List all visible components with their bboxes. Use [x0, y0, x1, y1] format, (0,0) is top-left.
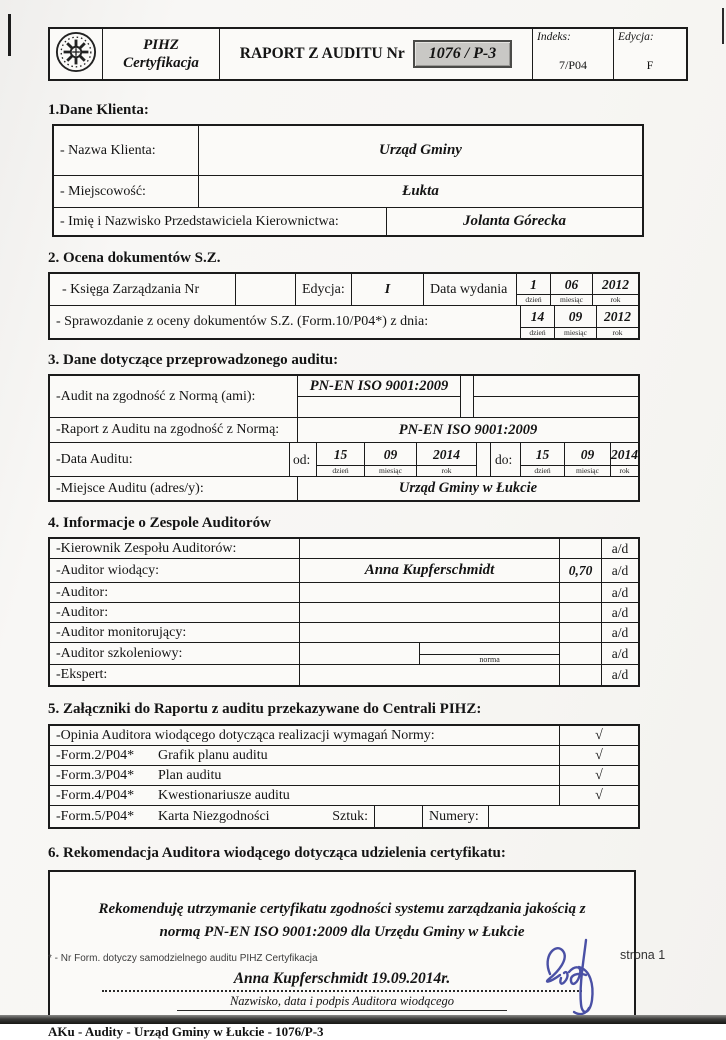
pihz-logo — [50, 29, 103, 79]
audit-place-label: -Miejsce Auditu (adres/y): — [50, 477, 298, 500]
norma-line — [420, 643, 559, 655]
table-row — [50, 726, 638, 746]
sztuk-label: Sztuk: — [320, 806, 375, 827]
date-month-cell — [555, 306, 597, 338]
table-row — [54, 176, 642, 208]
date-range-gap — [477, 443, 491, 476]
table-row — [50, 306, 638, 338]
city-label: - Miejscowość: — [54, 176, 199, 207]
lead-auditor-days: 0,70 — [560, 559, 602, 582]
report-norm-value: PN-EN ISO 9001:2009 — [398, 421, 538, 438]
team-leader-days — [560, 539, 602, 558]
table-row — [50, 766, 638, 786]
date-from-prefix: od: — [290, 443, 317, 476]
date-day-label: dzień — [529, 328, 546, 337]
section1-title: 1.Dane Klienta: — [48, 102, 149, 118]
section5-title: 5. Załączniki do Raportu z auditu przekazywane do Centrali PIHZ: — [48, 701, 482, 717]
date-year-cell — [417, 443, 476, 476]
ad-unit: a/d — [611, 540, 629, 556]
date-year-label: rok — [441, 466, 452, 475]
section3-table — [48, 374, 640, 502]
representative-value: Jolanta Górecka — [463, 213, 566, 229]
audit-norm-values — [298, 376, 638, 417]
edycja-value: I — [352, 274, 424, 305]
date-month-value: 09 — [565, 443, 610, 466]
audit-date-range — [290, 443, 638, 476]
date-month-cell — [365, 443, 417, 476]
date-year-value: 2014 — [417, 443, 476, 466]
table-row — [50, 274, 638, 306]
expert-name — [300, 665, 560, 685]
date-month-label: miesiąc — [564, 328, 587, 337]
table-row — [50, 583, 638, 603]
check-mark: √ — [595, 727, 603, 743]
date-to-group — [521, 443, 638, 476]
audit-norm-value-1: PN-EN ISO 9001:2009 — [298, 376, 460, 397]
signature-caption: Nazwisko, data i podpis Auditora wiodącego — [177, 994, 507, 1011]
table-row — [50, 665, 638, 685]
table-row — [50, 376, 638, 418]
expert-days — [560, 665, 602, 685]
date-month-label: miesiąc — [560, 295, 583, 304]
report-number-box: 1076 / P-3 — [413, 40, 513, 68]
date-month-value: 06 — [551, 274, 592, 295]
org-name-line2: Certyfikacja — [123, 55, 199, 71]
form-number: -Form.5/P04* — [56, 808, 135, 824]
ad-unit: a/d — [611, 584, 629, 600]
date-from-group — [317, 443, 477, 476]
audit-place-value: Urząd Gminy w Łukcie — [398, 480, 538, 496]
ksiega-label: - Księga Zarządzania Nr — [50, 274, 236, 305]
form-description: Kwestionariusze auditu — [152, 786, 560, 805]
section4-table — [48, 537, 640, 687]
attachment-opinion-label: -Opinia Auditora wiodącego dotycząca realizacji wymagań Normy: — [50, 726, 560, 745]
edycja-label: Edycja: — [618, 31, 654, 43]
date-year-value: 2012 — [597, 306, 638, 328]
table-row — [50, 643, 638, 665]
auditor-label: -Auditor: — [50, 583, 300, 602]
pihz-emblem-icon — [55, 31, 97, 78]
audit-norm-label: -Audit na zgodność z Normą (ami): — [50, 376, 298, 417]
date-day-label: dzień — [534, 466, 551, 475]
date-day-label: dzień — [525, 295, 542, 304]
audit-norm-value-2-empty — [298, 397, 460, 417]
date-month-cell — [565, 443, 611, 476]
date-day-cell — [521, 306, 555, 338]
table-row — [54, 126, 642, 176]
section5-table — [48, 724, 640, 829]
edycja-value: F — [646, 58, 654, 72]
indeks-label: Indeks: — [537, 31, 571, 43]
auditor-name — [300, 603, 560, 622]
section6-title: 6. Rekomendacja Auditora wiodącego dotycząca udzielenia certyfikatu: — [48, 845, 506, 861]
date-day-value: 14 — [521, 306, 554, 328]
table-row — [50, 443, 638, 477]
date-month-label: miesiąc — [379, 466, 402, 475]
form-description: Karta Niezgodności — [158, 808, 270, 824]
section1-table — [52, 124, 644, 237]
scan-artifact-bottom — [0, 1015, 726, 1024]
form-number: -Form.4/P04* — [56, 787, 135, 803]
indeks-value: 7/P04 — [558, 58, 587, 72]
expert-label: -Ekspert: — [50, 665, 300, 685]
lead-auditor-label: -Auditor wiodący: — [50, 559, 300, 582]
numery-value-field — [489, 806, 638, 827]
table-row — [50, 539, 638, 559]
edycja-label: Edycja: — [296, 274, 352, 305]
scan-artifact-left — [8, 14, 11, 56]
indeks-cell — [533, 29, 614, 79]
form-description: Plan auditu — [152, 766, 560, 785]
section2-table — [48, 272, 640, 340]
date-month-value: 09 — [555, 306, 596, 328]
date-day-value: 1 — [517, 274, 550, 295]
client-name-label: - Nazwa Klienta: — [54, 126, 199, 175]
table-row — [50, 418, 638, 443]
scan-artifact-right — [722, 8, 724, 44]
date-day-cell — [521, 443, 565, 476]
auditor-name — [300, 583, 560, 602]
page-number: strona 1 — [620, 948, 666, 962]
date-year-label: rok — [610, 295, 621, 304]
edycja-cell — [614, 29, 686, 79]
sztuk-value-field — [375, 806, 423, 827]
recommendation-box — [48, 870, 636, 1019]
table-row — [50, 786, 638, 806]
monitoring-auditor-days — [560, 623, 602, 642]
auditor-days — [560, 603, 602, 622]
date-month-label: miesiąc — [576, 466, 599, 475]
form-number: -Form.2/P04* — [56, 747, 135, 763]
ksiega-number-field — [236, 274, 296, 305]
table-row — [50, 806, 638, 827]
report-header — [48, 27, 688, 81]
date-year-value: 2012 — [593, 274, 638, 295]
date-day-value: 15 — [317, 443, 364, 466]
norma-label: norma — [479, 654, 500, 664]
sprawozdanie-label: - Sprawozdanie z oceny dokumentów S.Z. (Form.10/P04*) z dnia: — [50, 306, 521, 338]
table-row — [50, 603, 638, 623]
lead-auditor-name: Anna Kupferschmidt — [300, 559, 560, 582]
check-mark: √ — [595, 787, 603, 803]
date-year-label: rok — [619, 466, 630, 475]
date-year-value: 2014 — [611, 443, 638, 466]
training-auditor-days — [560, 643, 602, 664]
auditor-label: -Auditor: — [50, 603, 300, 622]
audit-norm-value-3-empty — [474, 376, 638, 397]
date-year-label: rok — [612, 328, 623, 337]
report-norm-label: -Raport z Auditu na zgodność z Normą: — [50, 418, 298, 442]
report-title: RAPORT Z AUDITU Nr — [239, 45, 405, 62]
signature-dotted-line — [102, 990, 582, 992]
representative-label: - Imię i Nazwisko Przedstawiciela Kierownictwa: — [54, 208, 387, 235]
ad-unit: a/d — [611, 667, 629, 682]
report-title-cell — [220, 29, 533, 79]
ad-unit: a/d — [611, 562, 629, 578]
date-month-value: 09 — [365, 443, 416, 466]
client-name-value: Urząd Gminy — [379, 142, 462, 158]
monitoring-auditor-name — [300, 623, 560, 642]
recommendation-text-line1: Rekomenduję utrzymanie certyfikatu zgodności systemu zarządzania jakością z — [98, 901, 586, 917]
section3-title: 3. Dane dotyczące przeprowadzonego auditu: — [48, 352, 339, 368]
training-auditor-label: -Auditor szkoleniowy: — [50, 643, 300, 664]
date-year-cell — [611, 443, 638, 476]
monitoring-auditor-label: -Auditor monitorujący: — [50, 623, 300, 642]
auditor-days — [560, 583, 602, 602]
file-reference-line: AKu - Audity - Urząd Gminy w Łukcie - 1076/P-3 — [48, 1024, 324, 1039]
section2-title: 2. Ocena dokumentów S.Z. — [48, 250, 221, 266]
ad-unit: a/d — [611, 604, 629, 620]
document-content — [48, 0, 688, 1040]
ad-unit: a/d — [611, 645, 629, 661]
norma-subcell — [419, 643, 559, 664]
team-leader-name — [300, 539, 560, 558]
review-date-group — [521, 306, 638, 338]
audit-date-label: -Data Auditu: — [50, 443, 290, 476]
form-number: -Form.3/P04* — [56, 767, 135, 783]
audit-norm-value-4-empty — [474, 397, 638, 417]
footnote: * - Nr Form. dotyczy samodzielnego auditu PIHZ Certyfikacja — [48, 953, 318, 964]
training-auditor-name — [300, 643, 560, 664]
table-row — [50, 623, 638, 643]
check-mark: √ — [595, 747, 603, 763]
date-month-cell — [551, 274, 593, 305]
team-leader-label: -Kierownik Zespołu Auditorów: — [50, 539, 300, 558]
signature-name-date: Anna Kupferschmidt 19.09.2014r. — [233, 970, 451, 987]
date-day-value: 15 — [521, 443, 564, 466]
form-description: Grafik planu auditu — [152, 746, 560, 765]
date-day-label: dzień — [332, 466, 349, 475]
date-to-prefix: do: — [491, 443, 521, 476]
norm-gap-cell — [461, 376, 474, 417]
check-mark: √ — [595, 767, 603, 783]
date-day-cell — [317, 443, 365, 476]
numery-label: Numery: — [423, 806, 489, 827]
table-row — [50, 559, 638, 583]
table-row — [50, 746, 638, 766]
recommendation-text-line2: normą PN-EN ISO 9001:2009 dla Urzędu Gminy w Łukcie — [159, 924, 525, 940]
issue-date-group — [517, 274, 638, 305]
org-name-line1: PIHZ — [143, 37, 179, 53]
date-year-cell — [593, 274, 638, 305]
date-day-cell — [517, 274, 551, 305]
ad-unit: a/d — [611, 624, 629, 640]
section4-title: 4. Informacje o Zespole Auditorów — [48, 515, 271, 531]
table-row — [50, 477, 638, 500]
data-wydania-label: Data wydania — [424, 274, 517, 305]
org-name-cell — [103, 29, 220, 79]
table-row — [54, 208, 642, 235]
date-year-cell — [597, 306, 638, 338]
city-value: Łukta — [402, 183, 439, 199]
